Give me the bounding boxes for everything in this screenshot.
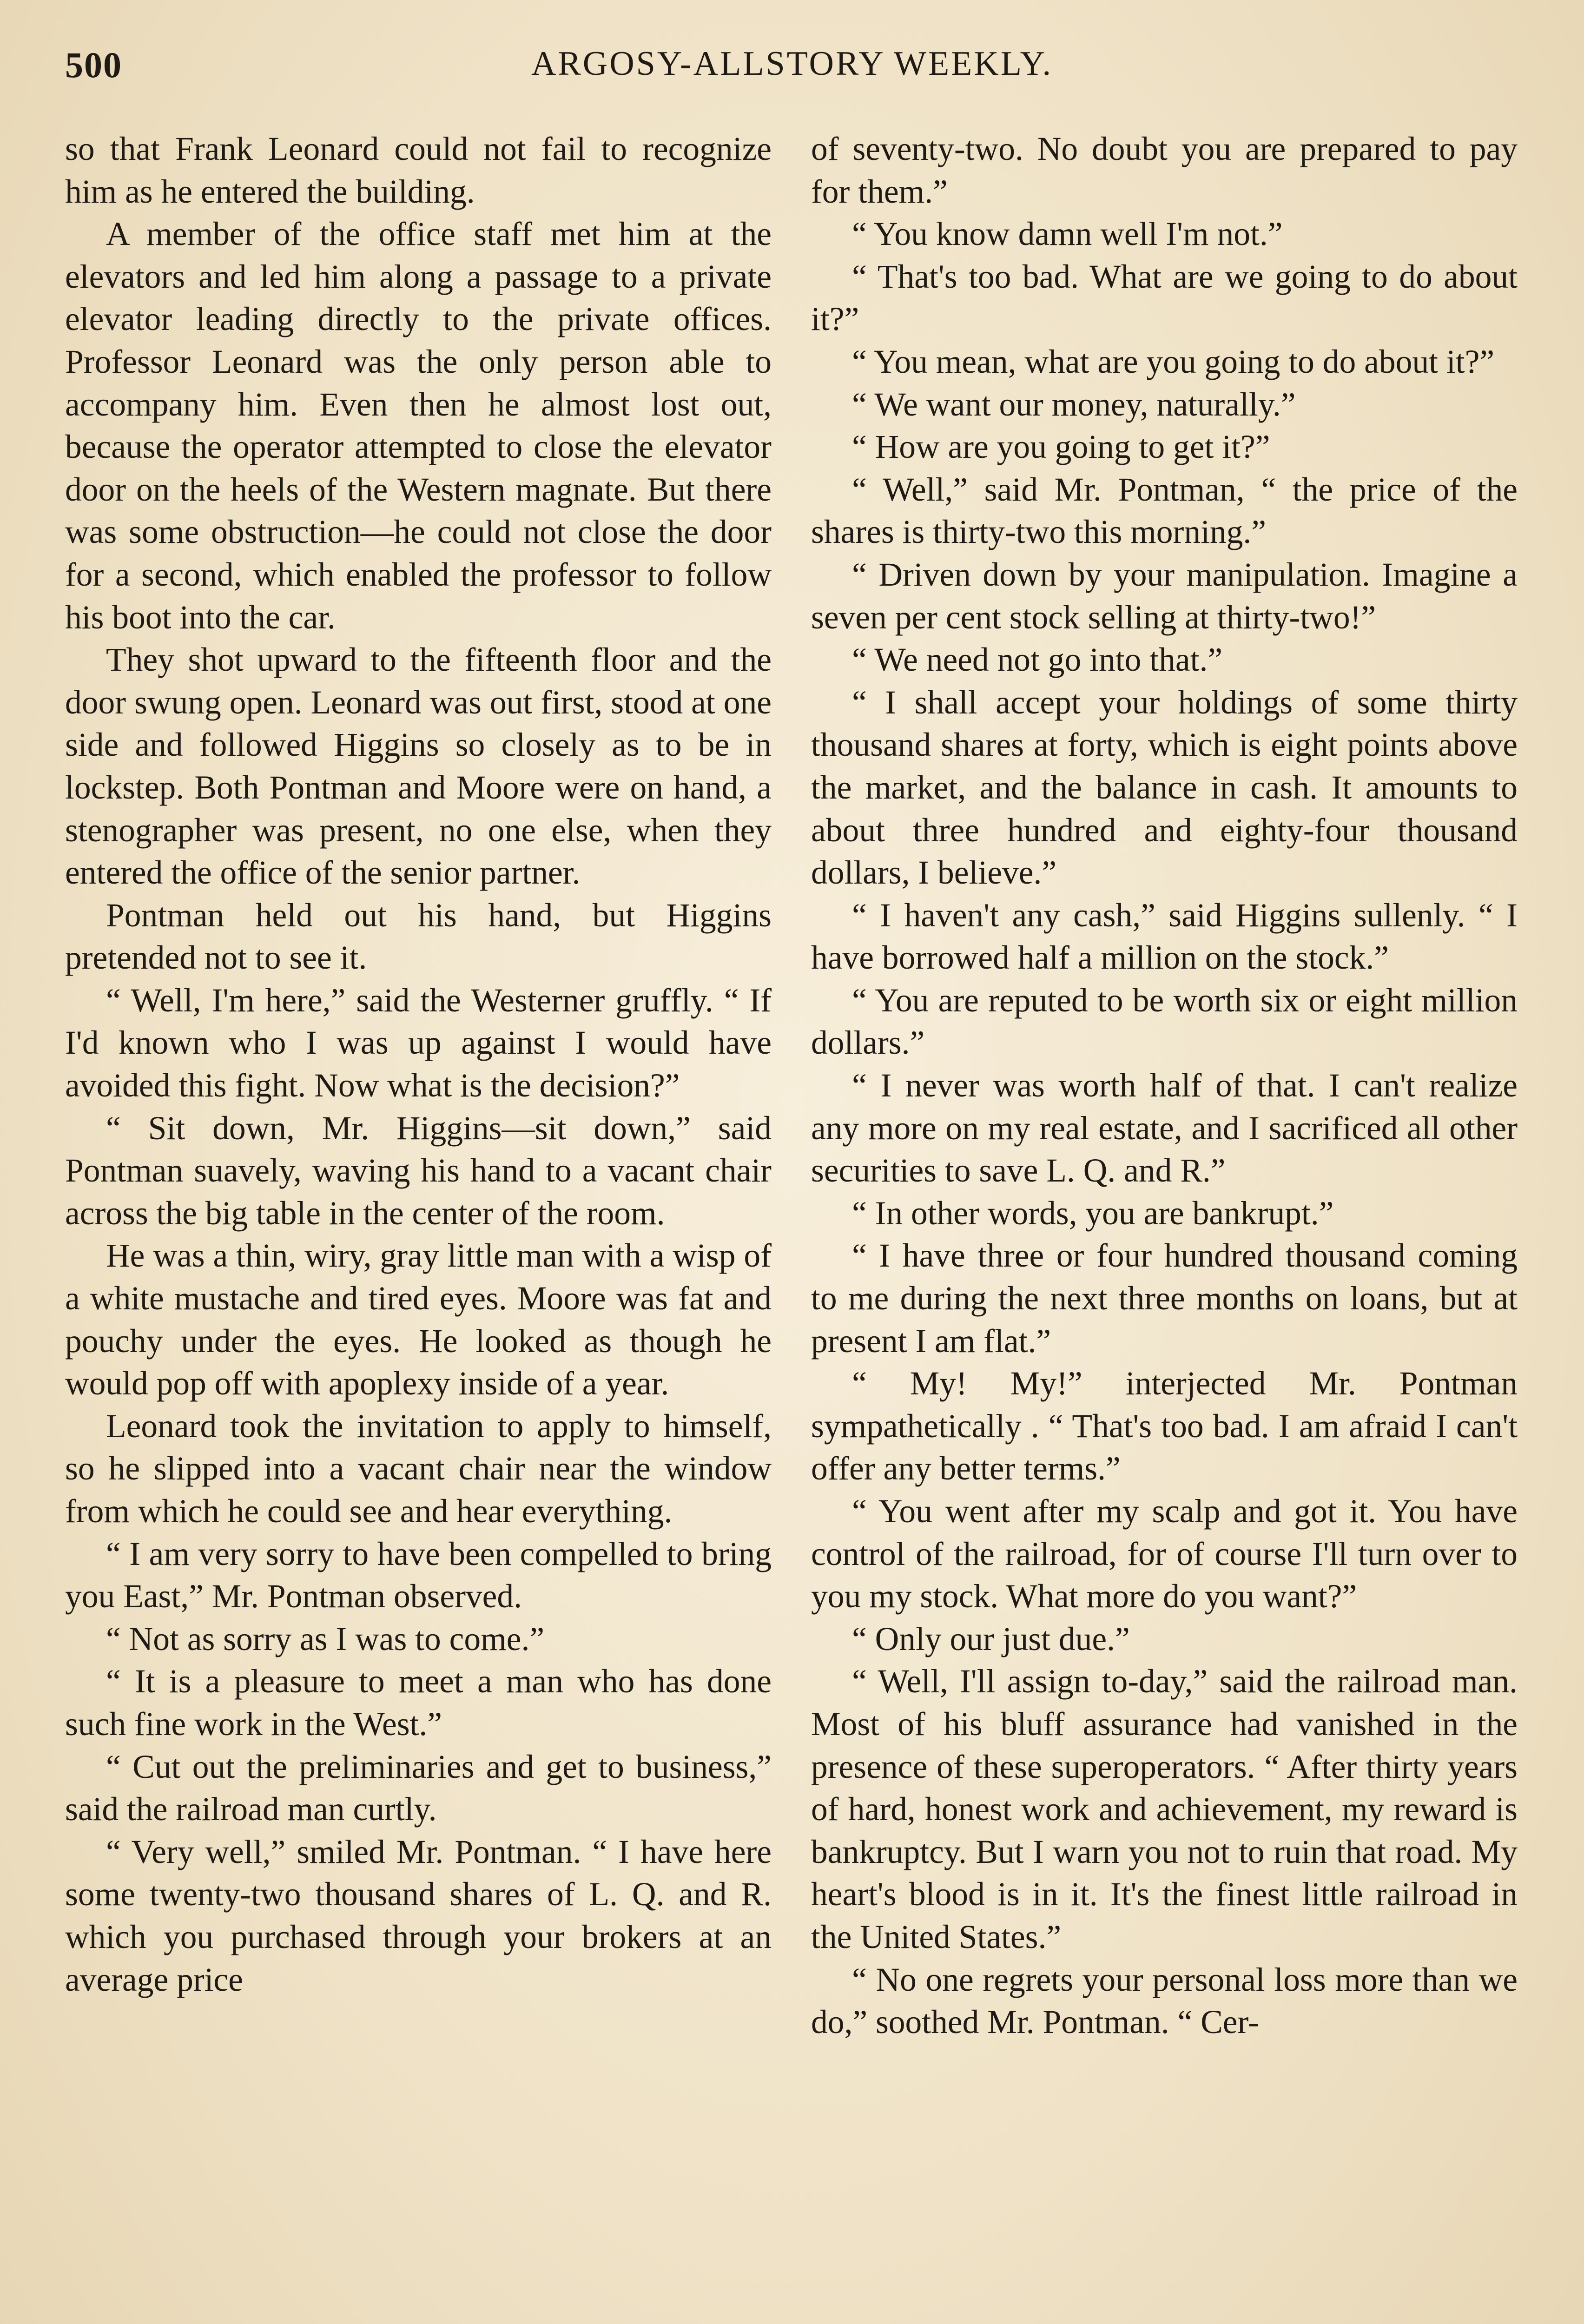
page-number: 500 bbox=[65, 45, 122, 85]
paragraph: “ I haven't any cash,” said Higgins sullenly. “ I have borrowed half a million on the stock.” bbox=[811, 897, 1518, 977]
paragraph: “ We want our money, naturally.” bbox=[852, 386, 1296, 423]
paragraph: “ You mean, what are you going to do about it?” bbox=[852, 343, 1495, 380]
page-header bbox=[65, 44, 1519, 100]
paragraph: He was a thin, wiry, gray little man with a wisp of a white mustache and tired eyes. Moore was fat and pouchy under the eyes. He looked as though he would pop off with apoplexy inside of a year. bbox=[65, 1237, 772, 1402]
paragraph: “ I shall accept your holdings of some thirty thousand shares at forty, which is eight points above the market, and the balance in cash. It amounts to about three hundred and eighty-four thousand dollars, I believe.” bbox=[811, 684, 1518, 891]
paragraph: “ We need not go into that.” bbox=[852, 641, 1223, 679]
paragraph: They shot upward to the fifteenth floor and the door swung open. Leonard was out first, stood at one side and followed Higgins so closely as to be in lockstep. Both Pontman and Moore were on hand, a stenographer was present, no one else, when they entered the office of the senior partner. bbox=[65, 641, 772, 891]
paragraph: “ It is a pleasure to meet a man who has done such fine work in the West.” bbox=[65, 1663, 772, 1743]
paragraph: “ I never was worth half of that. I can't realize any more on my real estate, and I sacrificed all other securities to save L. Q. and R.” bbox=[811, 1067, 1518, 1189]
paragraph: so that Frank Leonard could not fail to recognize him as he entered the building. bbox=[65, 131, 772, 210]
paragraph: “ You are reputed to be worth six or eight million dollars.” bbox=[811, 982, 1518, 1062]
paragraph: “ In other words, you are bankrupt.” bbox=[852, 1195, 1334, 1232]
running-head: ARGOSY-ALLSTORY WEEKLY. bbox=[531, 45, 1053, 83]
paragraph: “ Very well,” smiled Mr. Pontman. “ I have here some twenty-two thousand shares of L. Q. and R. which you purchased through your brokers at an average price bbox=[65, 1833, 772, 1998]
paragraph: “ You know damn well I'm not.” bbox=[852, 216, 1283, 253]
paragraph: of seventy-two. No doubt you are prepared to pay for them.” bbox=[811, 131, 1518, 210]
paragraph: “ Sit down, Mr. Higgins—sit down,” said Pontman suavely, waving his hand to a vacant chair across the big table in the center of the room. bbox=[65, 1109, 772, 1232]
paragraph: “ No one regrets your personal loss more than we do,” soothed Mr. Pontman. “ Cer- bbox=[811, 1961, 1518, 2041]
paragraph: A member of the office staff met him at the elevators and led him along a passage to a private elevator leading directly to the private offices. Professor Leonard was the only person able to accompany him. Even then he almost lost out, because the operator attempted to close the elevator door on the heels of the Western magnate. But there was some obstruction—he could not close the door for a second, which enabled the professor to follow his boot into the car. bbox=[65, 216, 772, 636]
paragraph: “ Well, I'm here,” said the Westerner gruffly. “ If I'd known who I was up against I would have avoided this fight. Now what is the decision?” bbox=[65, 982, 772, 1104]
paragraph: “ You went after my scalp and got it. You have control of the railroad, for of course I'll turn over to you my stock. What more do you want?” bbox=[811, 1493, 1518, 1615]
paragraph: “ Not as sorry as I was to come.” bbox=[106, 1620, 545, 1657]
paragraph: “ That's too bad. What are we going to do about it?” bbox=[811, 258, 1518, 338]
paragraph: “ I am very sorry to have been compelled to bring you East,” Mr. Pontman observed. bbox=[65, 1535, 772, 1615]
paragraph: “ Only our just due.” bbox=[852, 1620, 1130, 1657]
paragraph: Pontman held out his hand, but Higgins pretended not to see it. bbox=[65, 897, 772, 977]
paragraph: “ How are you going to get it?” bbox=[852, 429, 1270, 466]
paragraph: “ I have three or four hundred thousand coming to me during the next three months on loans, but at present I am flat.” bbox=[811, 1237, 1518, 1360]
left-text-column bbox=[65, 128, 772, 2001]
paragraph: “ Cut out the preliminaries and get to business,” said the railroad man curtly. bbox=[65, 1748, 772, 1828]
paragraph: “ Driven down by your manipulation. Imagine a seven per cent stock selling at thirty-two!” bbox=[811, 556, 1518, 636]
paragraph: “ My! My!” interjected Mr. Pontman sympathetically . “ That's too bad. I am afraid I can't offer any better terms.” bbox=[811, 1365, 1518, 1487]
right-text-column bbox=[811, 128, 1518, 2044]
paragraph: “ Well,” said Mr. Pontman, “ the price of the shares is thirty-two this morning.” bbox=[811, 471, 1518, 551]
paragraph: “ Well, I'll assign to-day,” said the railroad man. Most of his bluff assurance had vanished in the presence of these superoperators. “ After thirty years of hard, honest work and achievement, my reward is bankruptcy. But I warn you not to ruin that road. My heart's blood is in it. It's the finest little railroad in the United States.” bbox=[811, 1663, 1518, 1955]
paragraph: Leonard took the invitation to apply to himself, so he slipped into a vacant chair near the window from which he could see and hear everything. bbox=[65, 1407, 772, 1530]
